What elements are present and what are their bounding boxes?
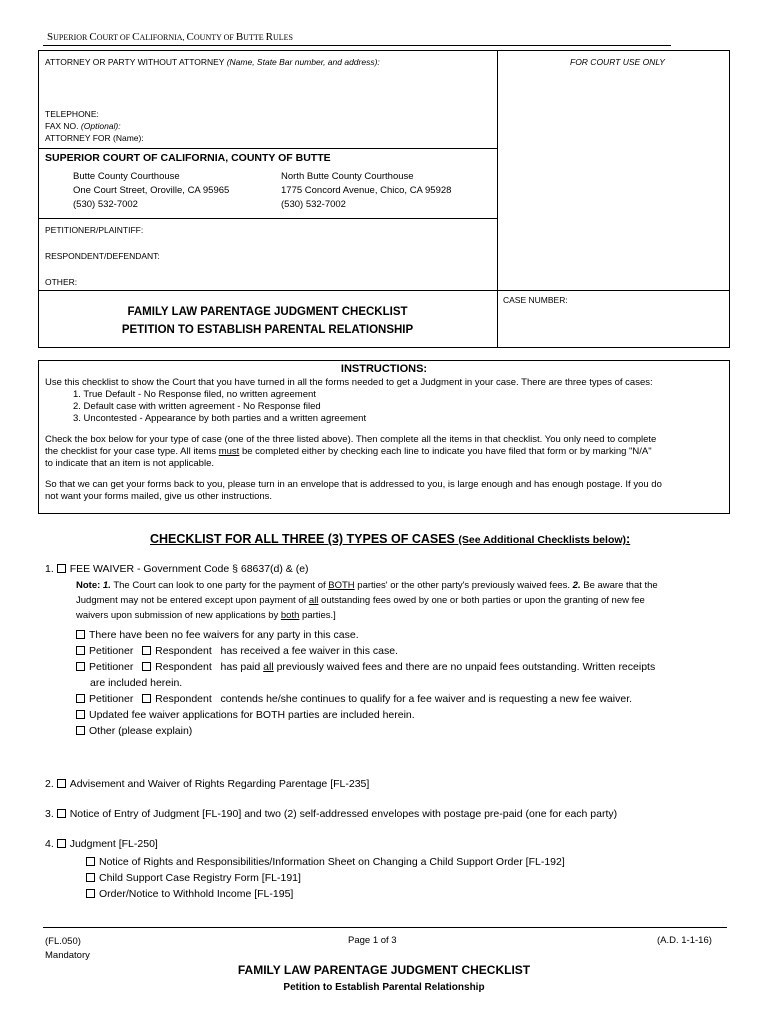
courthouse-left: Butte County Courthouse One Court Street, Oroville, CA 95965 (530) 532-7002 [73,171,230,210]
parties-rule [38,218,497,219]
instructions-title: INSTRUCTIONS: [340,363,428,375]
subitem-fl195: Order/Notice to Withhold Income [FL-195] [86,886,565,902]
footer-page: Page 1 of 3 [348,935,397,946]
rules-title: SUPERIOR COURT OF CALIFORNIA, COUNTY OF BUTTE RULES [47,31,293,43]
respondent-label: RESPONDENT/DEFENDANT: [45,251,160,261]
court-name: SUPERIOR COURT OF CALIFORNIA, COUNTY OF BUTTE [45,152,331,164]
option-no-fee-waivers: There have been no fee waivers for any party in this case. [76,627,655,643]
item4-subitems [86,854,565,902]
option-contends: Petitioner Respondent contends he/she continues to qualify for a fee waiver and is requesting a new fee waiver. [76,691,655,707]
telephone-label: TELEPHONE: [45,109,99,119]
petitioner-checkbox[interactable] [76,694,85,703]
footer-form-id: (FL.050) Mandatory [45,936,90,961]
item1-options: There have been no fee waivers for any party in this case. Petitioner Respondent has received a fee waiver in this case. Petitioner Respondent has paid all previously waived fees and there are no unpaid fees outstanding. Written receipts are included herein. Petitioner Respondent contends he/she continues to qualify for a fee waiver and is requesting a new fee waiver. Updated fee waiver applications for BOTH parties are included herein. Other (please explain) [76,627,655,739]
footer-subtitle: Petition to Establish Parental Relationship [283,982,485,993]
footer-revision: (A.D. 1-1-16) [657,935,712,946]
header-rule [43,45,671,46]
attorney-for-label: ATTORNEY FOR (Name): [45,133,144,143]
option-checkbox[interactable] [76,710,85,719]
respondent-checkbox[interactable] [142,646,151,655]
subitem-checkbox[interactable] [86,889,95,898]
respondent-checkbox[interactable] [142,694,151,703]
petitioner-checkbox[interactable] [76,662,85,671]
option-paid-fees: Petitioner Respondent has paid all previously waived fees and there are no unpaid fees outstanding. Written receipts [76,659,655,675]
title-rule [38,290,730,291]
subitem-fl191: Child Support Case Registry Form [FL-191] [86,870,565,886]
subitem-checkbox[interactable] [86,857,95,866]
item3-checkbox[interactable] [57,809,66,818]
respondent-checkbox[interactable] [142,662,151,671]
item1-checkbox[interactable] [57,564,66,573]
item1-fee-waiver: 1. FEE WAIVER - Government Code § 68637(d) & (e) [45,563,309,575]
option-checkbox[interactable] [76,630,85,639]
item1-note: Note: 1. The Court can look to one party for the payment of BOTH parties' or the other party's previously waived fees. 2. Be aware that the Judgment may not be entered except upon payment of all outstanding fees owed by one or both parties or upon the granting of new fee waivers upon submission of new applications by both parties.] [76,580,658,621]
petitioner-checkbox[interactable] [76,646,85,655]
instructions-text: Use this checklist to show the Court that you have turned in all the forms needed to get a Judgment in your case. There are three types of cases: 1. True Default - No Response filed, no written agreement 2. Default case with written agreement - No Response filed 3. Uncontested - Appearance by both parties and a written agreement Check the box below for your type of case (one of the three listed above). Then complete all the items in that checklist. You only need to complete the checklist for your case type. All items must be completed either by checking each line to indicate you have filed that form or by marking "N/A" to indicate that an item is not applicable. So that we can get your forms back to you, please turn in an envelope that is addressed to you, is large enough and has enough postage. If you do not want your forms mailed, give us other instructions. [45,377,662,502]
item4-checkbox[interactable] [57,839,66,848]
option-received-waiver: Petitioner Respondent has received a fee waiver in this case. [76,643,655,659]
checklist-heading: CHECKLIST FOR ALL THREE (3) TYPES OF CASES (See Additional Checklists below): [150,532,631,546]
fax-label: FAX NO. (Optional): [45,121,121,131]
subitem-fl192: Notice of Rights and Responsibilities/Information Sheet on Changing a Child Support Order [FL-192] [86,854,565,870]
court-use-label: FOR COURT USE ONLY [570,57,665,67]
footer-rule [43,927,727,928]
item3-notice-entry: 3. Notice of Entry of Judgment [FL-190] and two (2) self-addressed envelopes with postage pre-paid (one for each party) [45,808,618,820]
subitem-checkbox[interactable] [86,873,95,882]
court-use-divider [497,50,498,348]
court-name-rule [38,148,497,149]
item2-advisement: 2. Advisement and Waiver of Rights Regarding Parentage [FL-235] [45,778,370,790]
option-other: Other (please explain) [76,723,655,739]
item4-judgment: 4. Judgment [FL-250] [45,838,158,850]
option-updated-applications: Updated fee waiver applications for BOTH parties are included herein. [76,707,655,723]
attorney-label: ATTORNEY OR PARTY WITHOUT ATTORNEY (Name, State Bar number, and address): [45,57,380,67]
option-checkbox[interactable] [76,726,85,735]
form-title: FAMILY LAW PARENTAGE JUDGMENT CHECKLIST PETITION TO ESTABLISH PARENTAL RELATIONSHIP [121,306,414,336]
other-label: OTHER: [45,277,78,287]
item2-checkbox[interactable] [57,779,66,788]
case-number-label: CASE NUMBER: [503,295,568,305]
courthouse-right: North Butte County Courthouse 1775 Concord Avenue, Chico, CA 95928 (530) 532-7002 [281,171,452,210]
footer-title: FAMILY LAW PARENTAGE JUDGMENT CHECKLIST [237,963,531,977]
petitioner-label: PETITIONER/PLAINTIFF: [45,225,144,235]
